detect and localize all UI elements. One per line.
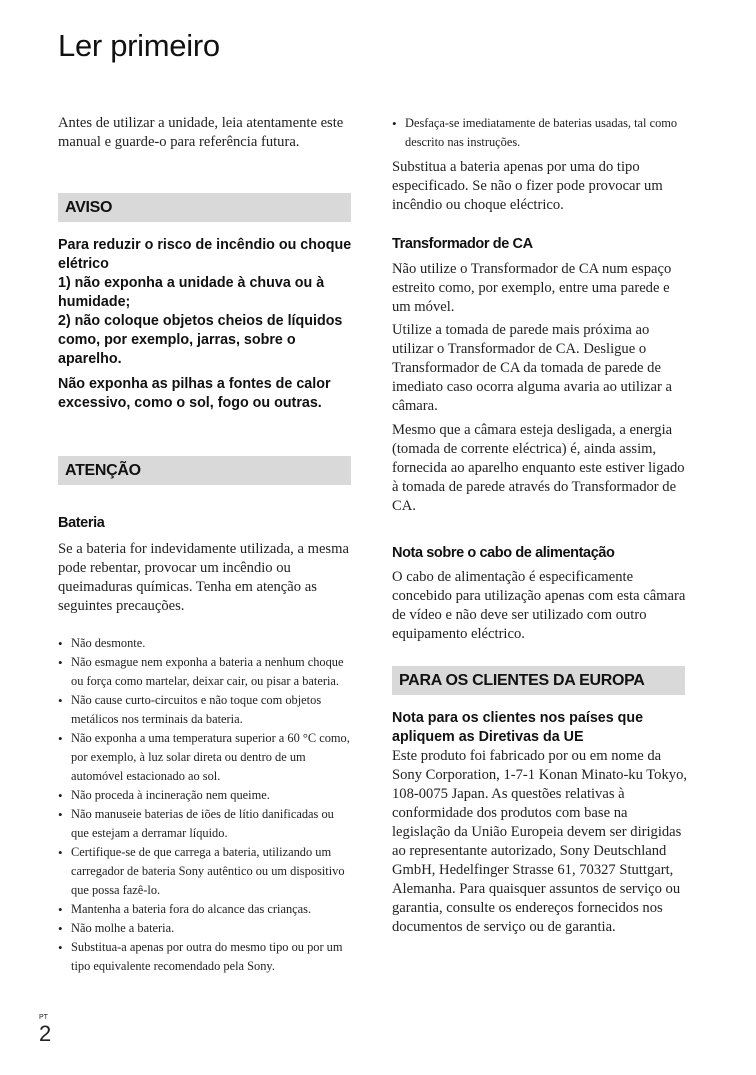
transformador-p2: Utilize a tomada de parede mais próxima ao utilizar o Transformador de CA. Desligue o Transformador de CA da tomada de parede de imediato caso ocorra alguma avaria ao utilizar a câmara. [392, 322, 672, 414]
ue-text: Este produto foi fabricado por ou em nome da Sony Corporation, 1-7-1 Konan Minato-ku Tokyo, 108-0075 Japan. As questões relativas à conformidade dos produtos com base na legislação da União Europeia devem ser dirigidas ao representante autorizado, Sony Deutschland GmbH, Hedelfinger Strasse 61, 70327 Stuttgart, Alemanha. Para quaisquer assuntos de serviço ou garantia, consulte os endereços fornecidos nos documentos de serviço ou de garantia. [392, 748, 688, 935]
transformador-p3: Mesmo que a câmara esteja desligada, a energia (tomada de corrente eléctrica) é, ainda assim, fornecida ao aparelho enquanto este estiver ligado à tomada de parede através do Transformador de CA. [392, 422, 685, 514]
list-item: • Não molhe a bateria. [58, 919, 354, 938]
list-item: • Certifique-se de que carrega a bateria, utilizando um carregador de bateria Sony autêntico ou um dispositivo que possa fazê-lo. [58, 843, 354, 900]
transformador-p1: Não utilize o Transformador de CA num espaço estreito como, por exemplo, entre uma parede e um móvel. [392, 261, 672, 315]
cabo-text: O cabo de alimentação é especificamente concebido para utilização apenas com esta câmara de vídeo e não deve ser utilizado com outro equipamento eléctrico. [392, 569, 686, 642]
aviso-pilhas: Não exponha as pilhas a fontes de calor excessivo, como o sol, fogo ou outras. [58, 376, 331, 411]
page-title: Ler primeiro [58, 28, 220, 63]
aviso-line: 1) não exponha a unidade à chuva ou à humidade; [58, 275, 325, 310]
list-item: • Não proceda à incineração nem queime. [58, 786, 354, 805]
europa-header: PARA OS CLIENTES DA EUROPA [392, 666, 685, 695]
ue-heading: Nota para os clientes nos países que apliquem as Diretivas da UE [392, 710, 644, 745]
intro-text: Antes de utilizar a unidade, leia atentamente este manual e guarde-o para referência futura. [58, 115, 344, 150]
transformador-heading: Transformador de CA [392, 236, 533, 252]
substitua-text: Substitua a bateria apenas por uma do tipo especificado. Se não o fizer pode provocar um incêndio ou choque eléctrico. [392, 159, 663, 213]
list-item: • Não esmague nem exponha a bateria a nenhum choque ou força como martelar, deixar cair, ou pisar a bateria. [58, 653, 354, 691]
cabo-heading: Nota sobre o cabo de alimentação [392, 545, 615, 561]
page-number [39, 1014, 51, 1046]
page-number-value: 2 [39, 1021, 52, 1046]
aviso-block [58, 236, 354, 413]
language-code: PT [39, 1014, 48, 1021]
list-item: • Não exponha a uma temperatura superior a 60 °C como, por exemplo, à luz solar direta ou dentro de um automóvel estacionado ao sol. [58, 729, 354, 786]
aviso-line: Para reduzir o risco de incêndio ou choque elétrico [58, 237, 352, 272]
aviso-header: AVISO [58, 193, 351, 222]
bateria-bullets-cont [392, 114, 688, 152]
bateria-bullets [58, 634, 354, 976]
bateria-text: Se a bateria for indevidamente utilizada, a mesma pode rebentar, provocar um incêndio ou queimaduras químicas. Tenha em atenção as seguintes precauções. [58, 541, 349, 614]
bateria-heading: Bateria [58, 515, 105, 531]
aviso-line: 2) não coloque objetos cheios de líquidos como, por exemplo, jarras, sobre o aparelho. [58, 313, 343, 367]
list-item: • Desfaça-se imediatamente de baterias usadas, tal como descrito nas instruções. [392, 114, 688, 152]
list-item: • Mantenha a bateria fora do alcance das crianças. [58, 900, 354, 919]
list-item: • Não desmonte. [58, 634, 354, 653]
atencao-header: ATENÇÃO [58, 456, 351, 485]
list-item: • Não manuseie baterias de iões de lítio danificadas ou que estejam a derramar líquido. [58, 805, 354, 843]
list-item: • Não cause curto-circuitos e não toque com objetos metálicos nos terminais da bateria. [58, 691, 354, 729]
list-item: • Substitua-a apenas por outra do mesmo tipo ou por um tipo equivalente recomendado pela Sony. [58, 938, 354, 976]
